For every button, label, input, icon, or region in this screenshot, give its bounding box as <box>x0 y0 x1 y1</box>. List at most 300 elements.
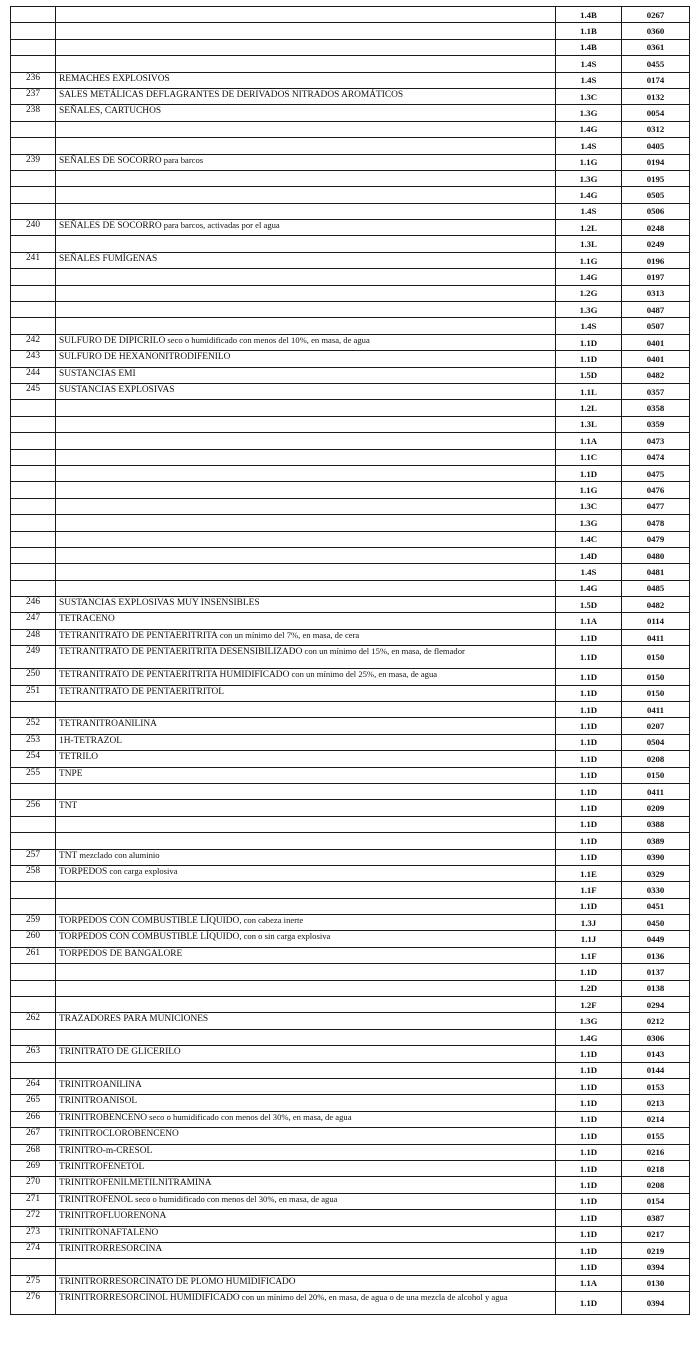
row-number <box>11 187 56 203</box>
un-number: 0411 <box>622 629 690 645</box>
hazard-class-code: 1.2L <box>556 400 622 416</box>
substance-description <box>56 685 556 701</box>
hazard-class-code: 1.3L <box>556 416 622 432</box>
substance-description <box>56 531 556 547</box>
table-row <box>11 170 690 186</box>
table-row <box>11 318 690 334</box>
substance-description <box>56 154 556 170</box>
un-number: 0330 <box>622 882 690 898</box>
hazard-class-code: 1.1D <box>556 1226 622 1242</box>
table-row <box>11 849 690 865</box>
hazard-class-code: 1.1L <box>556 383 622 399</box>
row-number <box>11 400 56 416</box>
substance-name: TRINITRONAFTALENO <box>59 1227 159 1238</box>
un-number: 0394 <box>622 1292 690 1315</box>
row-number <box>11 203 56 219</box>
explosives-table <box>10 6 690 1315</box>
un-number: 0212 <box>622 1013 690 1029</box>
row-number <box>11 564 56 580</box>
table-row <box>11 1046 690 1062</box>
table-row <box>11 816 690 832</box>
row-number <box>11 23 56 39</box>
substance-description <box>56 751 556 767</box>
table-row <box>11 997 690 1013</box>
substance-description <box>56 1079 556 1095</box>
un-number: 0155 <box>622 1128 690 1144</box>
un-number: 0197 <box>622 269 690 285</box>
row-number <box>11 39 56 55</box>
table-row <box>11 515 690 531</box>
un-number: 0150 <box>622 767 690 783</box>
un-number: 0479 <box>622 531 690 547</box>
un-number: 0154 <box>622 1193 690 1209</box>
table-row <box>11 88 690 104</box>
table-row <box>11 400 690 416</box>
table-row <box>11 351 690 367</box>
hazard-class-code: 1.1D <box>556 669 622 685</box>
substance-description <box>56 433 556 449</box>
hazard-class-code: 1.1D <box>556 1079 622 1095</box>
substance-description <box>56 833 556 849</box>
substance-description <box>56 39 556 55</box>
hazard-class-code: 1.3C <box>556 88 622 104</box>
substance-name: SEÑALES DE SOCORRO <box>59 221 162 232</box>
table-row <box>11 1275 690 1291</box>
substance-description <box>56 1259 556 1275</box>
substance-description <box>56 718 556 734</box>
table-row <box>11 187 690 203</box>
row-number <box>11 531 56 547</box>
substance-description <box>56 947 556 963</box>
un-number: 0482 <box>622 367 690 383</box>
substance-name: TNT <box>59 850 78 861</box>
substance-description <box>56 734 556 750</box>
table-row <box>11 72 690 88</box>
un-number: 0476 <box>622 482 690 498</box>
row-number <box>11 269 56 285</box>
hazard-class-code: 1.1D <box>556 1128 622 1144</box>
table-row <box>11 564 690 580</box>
un-number: 0388 <box>622 816 690 832</box>
un-number: 0313 <box>622 285 690 301</box>
substance-qualifier: con un mínimo del 25%, en masa, de agua <box>289 669 438 680</box>
table-row <box>11 154 690 170</box>
un-number: 0387 <box>622 1210 690 1226</box>
row-number: 239 <box>11 154 56 170</box>
hazard-class-code: 1.1F <box>556 947 622 963</box>
hazard-class-code: 1.3J <box>556 915 622 931</box>
un-number: 0306 <box>622 1029 690 1045</box>
row-number: 252 <box>11 718 56 734</box>
table-row <box>11 465 690 481</box>
substance-description <box>56 383 556 399</box>
substance-name: TORPEDOS CON COMBUSTIBLE LÍQUIDO <box>59 916 240 927</box>
table-row <box>11 383 690 399</box>
un-number: 0209 <box>622 800 690 816</box>
substance-name: TETRACENO <box>59 614 115 625</box>
hazard-class-code: 1.1J <box>556 931 622 947</box>
substance-description <box>56 269 556 285</box>
substance-description <box>56 236 556 252</box>
substance-description <box>56 88 556 104</box>
row-number: 261 <box>11 947 56 963</box>
hazard-class-code: 1.1D <box>556 702 622 718</box>
substance-qualifier: , con cabeza inerte <box>239 915 304 926</box>
substance-qualifier: con un mínimo del 20%, en masa, de agua o de una mezcla de alcohol y agua <box>239 1292 508 1303</box>
row-number: 267 <box>11 1128 56 1144</box>
hazard-class-code: 1.1D <box>556 833 622 849</box>
un-number: 0312 <box>622 121 690 137</box>
substance-description <box>56 669 556 685</box>
hazard-class-code: 1.2L <box>556 220 622 236</box>
un-number: 0054 <box>622 105 690 121</box>
hazard-class-code: 1.1C <box>556 449 622 465</box>
un-number: 0153 <box>622 1079 690 1095</box>
hazard-class-code: 1.4S <box>556 72 622 88</box>
hazard-class-code: 1.1D <box>556 751 622 767</box>
un-number: 0194 <box>622 154 690 170</box>
substance-name: SUSTANCIAS EMI <box>59 368 136 379</box>
hazard-class-code: 1.1A <box>556 433 622 449</box>
un-number: 0196 <box>622 252 690 268</box>
substance-name: TETRANITRATO DE PENTAERITRITOL <box>59 686 225 697</box>
substance-description <box>56 1111 556 1127</box>
hazard-class-code: 1.1D <box>556 800 622 816</box>
row-number: 256 <box>11 800 56 816</box>
substance-name: TRINITROFLUORENONA <box>59 1211 167 1222</box>
substance-description <box>56 980 556 996</box>
un-number: 0506 <box>622 203 690 219</box>
row-number: 246 <box>11 597 56 613</box>
table-row <box>11 865 690 881</box>
row-number: 236 <box>11 72 56 88</box>
table-row <box>11 833 690 849</box>
substance-name: TETRILO <box>59 752 99 763</box>
table-row <box>11 1079 690 1095</box>
hazard-class-code: 1.1G <box>556 482 622 498</box>
table-row <box>11 482 690 498</box>
substance-qualifier: seco o humidificado con menos del 10%, en masa, de agua <box>165 334 370 345</box>
un-number: 0137 <box>622 964 690 980</box>
row-number <box>11 1029 56 1045</box>
substance-description <box>56 351 556 367</box>
table-row <box>11 1013 690 1029</box>
hazard-class-code: 1.1D <box>556 1292 622 1315</box>
row-number: 254 <box>11 751 56 767</box>
table-row <box>11 56 690 72</box>
substance-name: SALES METÁLICAS DEFLAGRANTES DE DERIVADOS NITRADOS AROMÁTICOS <box>59 89 404 100</box>
row-number <box>11 482 56 498</box>
un-number: 0208 <box>622 1177 690 1193</box>
table-row <box>11 285 690 301</box>
table-row <box>11 1144 690 1160</box>
substance-description <box>56 898 556 914</box>
un-number: 0208 <box>622 751 690 767</box>
row-number <box>11 498 56 514</box>
table-row <box>11 718 690 734</box>
un-number: 0248 <box>622 220 690 236</box>
substance-description <box>56 1128 556 1144</box>
table-row <box>11 1177 690 1193</box>
substance-name: TETRANITRATO DE PENTAERITRITA DESENSIBILIZADO <box>59 647 303 658</box>
substance-name: TETRANITRATO DE PENTAERITRITA <box>59 630 218 641</box>
hazard-class-code: 1.1D <box>556 351 622 367</box>
hazard-class-code: 1.3G <box>556 1013 622 1029</box>
row-number <box>11 1259 56 1275</box>
table-row <box>11 433 690 449</box>
row-number: 253 <box>11 734 56 750</box>
table-row <box>11 1160 690 1176</box>
row-number: 265 <box>11 1095 56 1111</box>
hazard-class-code: 1.4G <box>556 269 622 285</box>
table-row <box>11 646 690 669</box>
table-row <box>11 1128 690 1144</box>
substance-description <box>56 449 556 465</box>
un-number: 0411 <box>622 702 690 718</box>
hazard-class-code: 1.1B <box>556 23 622 39</box>
substance-name: TNT <box>59 801 78 812</box>
row-number: 257 <box>11 849 56 865</box>
un-number: 0507 <box>622 318 690 334</box>
substance-name: TORPEDOS <box>59 866 108 877</box>
row-number <box>11 465 56 481</box>
substance-name: TRINITROANISOL <box>59 1096 138 1107</box>
table-row <box>11 1292 690 1315</box>
row-number <box>11 882 56 898</box>
un-number: 0143 <box>622 1046 690 1062</box>
row-number <box>11 580 56 596</box>
table-row <box>11 964 690 980</box>
un-number: 0267 <box>622 7 690 23</box>
un-number: 0505 <box>622 187 690 203</box>
un-number: 0150 <box>622 646 690 669</box>
substance-name: 1H-TETRAZOL <box>59 735 123 746</box>
substance-description <box>56 515 556 531</box>
substance-name: TRINITRORRESORCINOL HUMIDIFICADO <box>59 1293 240 1304</box>
substance-name: TORPEDOS CON COMBUSTIBLE LÍQUIDO <box>59 932 240 943</box>
row-number <box>11 416 56 432</box>
table-row <box>11 252 690 268</box>
hazard-class-code: 1.1D <box>556 767 622 783</box>
table-row <box>11 269 690 285</box>
un-number: 0218 <box>622 1160 690 1176</box>
substance-name: SEÑALES FUMÍGENAS <box>59 253 158 264</box>
table-row <box>11 613 690 629</box>
substance-name: TRINITROANILINA <box>59 1080 142 1090</box>
un-number: 0389 <box>622 833 690 849</box>
substance-description <box>56 187 556 203</box>
substance-description <box>56 318 556 334</box>
substance-name: TRINITROFENOL <box>59 1194 133 1205</box>
table-row <box>11 105 690 121</box>
hazard-class-code: 1.3G <box>556 105 622 121</box>
un-number: 0481 <box>622 564 690 580</box>
substance-description <box>56 816 556 832</box>
un-number: 0485 <box>622 580 690 596</box>
substance-name: TRAZADORES PARA MUNICIONES <box>59 1014 209 1025</box>
un-number: 0195 <box>622 170 690 186</box>
table-row <box>11 449 690 465</box>
row-number: 266 <box>11 1111 56 1127</box>
row-number: 250 <box>11 669 56 685</box>
substance-name: TETRANITROANILINA <box>59 719 157 730</box>
un-number: 0487 <box>622 302 690 318</box>
table-row <box>11 302 690 318</box>
un-number: 0361 <box>622 39 690 55</box>
table-row <box>11 367 690 383</box>
un-number: 0216 <box>622 1144 690 1160</box>
row-number <box>11 547 56 563</box>
hazard-class-code: 1.2D <box>556 980 622 996</box>
table-row <box>11 203 690 219</box>
row-number <box>11 170 56 186</box>
un-number: 0390 <box>622 849 690 865</box>
row-number <box>11 964 56 980</box>
substance-name: SEÑALES DE SOCORRO <box>59 155 162 166</box>
row-number <box>11 56 56 72</box>
substance-qualifier: para barcos, activadas por el agua <box>161 220 280 231</box>
substance-qualifier: seco o humidificado con menos del 30%, en masa, de agua <box>132 1193 338 1204</box>
un-number: 0207 <box>622 718 690 734</box>
un-number: 0136 <box>622 947 690 963</box>
row-number <box>11 898 56 914</box>
un-number: 0474 <box>622 449 690 465</box>
hazard-class-code: 1.1D <box>556 734 622 750</box>
row-number <box>11 302 56 318</box>
row-number: 247 <box>11 613 56 629</box>
table-row <box>11 1242 690 1258</box>
hazard-class-code: 1.4S <box>556 564 622 580</box>
table-row <box>11 23 690 39</box>
un-number: 0294 <box>622 997 690 1013</box>
hazard-class-code: 1.1G <box>556 154 622 170</box>
row-number <box>11 980 56 996</box>
substance-description <box>56 865 556 881</box>
un-number: 0475 <box>622 465 690 481</box>
un-number: 0394 <box>622 1259 690 1275</box>
substance-description <box>56 964 556 980</box>
table-row <box>11 669 690 685</box>
substance-description <box>56 334 556 350</box>
row-number <box>11 7 56 23</box>
document-page <box>10 6 689 1315</box>
table-row <box>11 800 690 816</box>
substance-description <box>56 564 556 580</box>
hazard-class-code: 1.4S <box>556 318 622 334</box>
un-number: 0357 <box>622 383 690 399</box>
table-row <box>11 1193 690 1209</box>
row-number <box>11 997 56 1013</box>
row-number: 237 <box>11 88 56 104</box>
substance-description <box>56 56 556 72</box>
un-number: 0114 <box>622 613 690 629</box>
substance-description <box>56 203 556 219</box>
hazard-class-code: 1.1G <box>556 252 622 268</box>
table-row <box>11 734 690 750</box>
substance-description <box>56 105 556 121</box>
hazard-class-code: 1.4C <box>556 531 622 547</box>
substance-description <box>56 482 556 498</box>
substance-name: REMACHES EXPLOSIVOS <box>59 73 170 84</box>
un-number: 0401 <box>622 334 690 350</box>
table-row <box>11 498 690 514</box>
hazard-class-code: 1.1F <box>556 882 622 898</box>
row-number: 263 <box>11 1046 56 1062</box>
row-number <box>11 318 56 334</box>
table-row <box>11 980 690 996</box>
row-number <box>11 433 56 449</box>
row-number <box>11 449 56 465</box>
hazard-class-code: 1.4D <box>556 547 622 563</box>
substance-qualifier: mezclado con aluminio <box>77 849 160 860</box>
row-number: 275 <box>11 1275 56 1291</box>
hazard-class-code: 1.1D <box>556 685 622 701</box>
hazard-class-code: 1.1D <box>556 898 622 914</box>
substance-name: TRINITRO-m-CRESOL <box>59 1145 153 1156</box>
table-row <box>11 121 690 137</box>
hazard-class-code: 1.1D <box>556 1160 622 1176</box>
row-number: 258 <box>11 865 56 881</box>
substance-description <box>56 302 556 318</box>
un-number: 0455 <box>622 56 690 72</box>
row-number <box>11 783 56 799</box>
hazard-class-code: 1.1A <box>556 1275 622 1291</box>
row-number: 242 <box>11 334 56 350</box>
un-number: 0214 <box>622 1111 690 1127</box>
substance-name: SULFURO DE DIPICRILO <box>59 335 166 346</box>
hazard-class-code: 1.4S <box>556 203 622 219</box>
substance-name: SUSTANCIAS EXPLOSIVAS <box>59 384 175 395</box>
table-row <box>11 947 690 963</box>
substance-description <box>56 767 556 783</box>
hazard-class-code: 1.1D <box>556 465 622 481</box>
substance-description <box>56 1062 556 1078</box>
un-number: 0480 <box>622 547 690 563</box>
row-number: 238 <box>11 105 56 121</box>
row-number: 240 <box>11 220 56 236</box>
row-number: 248 <box>11 629 56 645</box>
substance-name: TORPEDOS DE BANGALORE <box>59 948 183 959</box>
row-number: 268 <box>11 1144 56 1160</box>
row-number: 260 <box>11 931 56 947</box>
substance-description <box>56 629 556 645</box>
table-row <box>11 1226 690 1242</box>
row-number: 244 <box>11 367 56 383</box>
hazard-class-code: 1.1D <box>556 964 622 980</box>
table-row <box>11 236 690 252</box>
substance-qualifier: con un mínimo del 7%, en masa, de cera <box>217 629 360 640</box>
un-number: 0132 <box>622 88 690 104</box>
row-number: 271 <box>11 1193 56 1209</box>
un-number: 0451 <box>622 898 690 914</box>
hazard-class-code: 1.1D <box>556 849 622 865</box>
table-row <box>11 580 690 596</box>
un-number: 0482 <box>622 597 690 613</box>
substance-description <box>56 646 556 669</box>
explosives-table-body <box>11 7 690 1315</box>
row-number <box>11 816 56 832</box>
hazard-class-code: 1.1D <box>556 1144 622 1160</box>
table-row <box>11 597 690 613</box>
substance-qualifier: para barcos <box>161 154 204 165</box>
un-number: 0174 <box>622 72 690 88</box>
hazard-class-code: 1.1E <box>556 865 622 881</box>
substance-name: SEÑALES, CARTUCHOS <box>59 106 162 117</box>
substance-name: TRINITRATO DE GLICERILO <box>59 1047 181 1058</box>
un-number: 0477 <box>622 498 690 514</box>
un-number: 0504 <box>622 734 690 750</box>
substance-description <box>56 498 556 514</box>
